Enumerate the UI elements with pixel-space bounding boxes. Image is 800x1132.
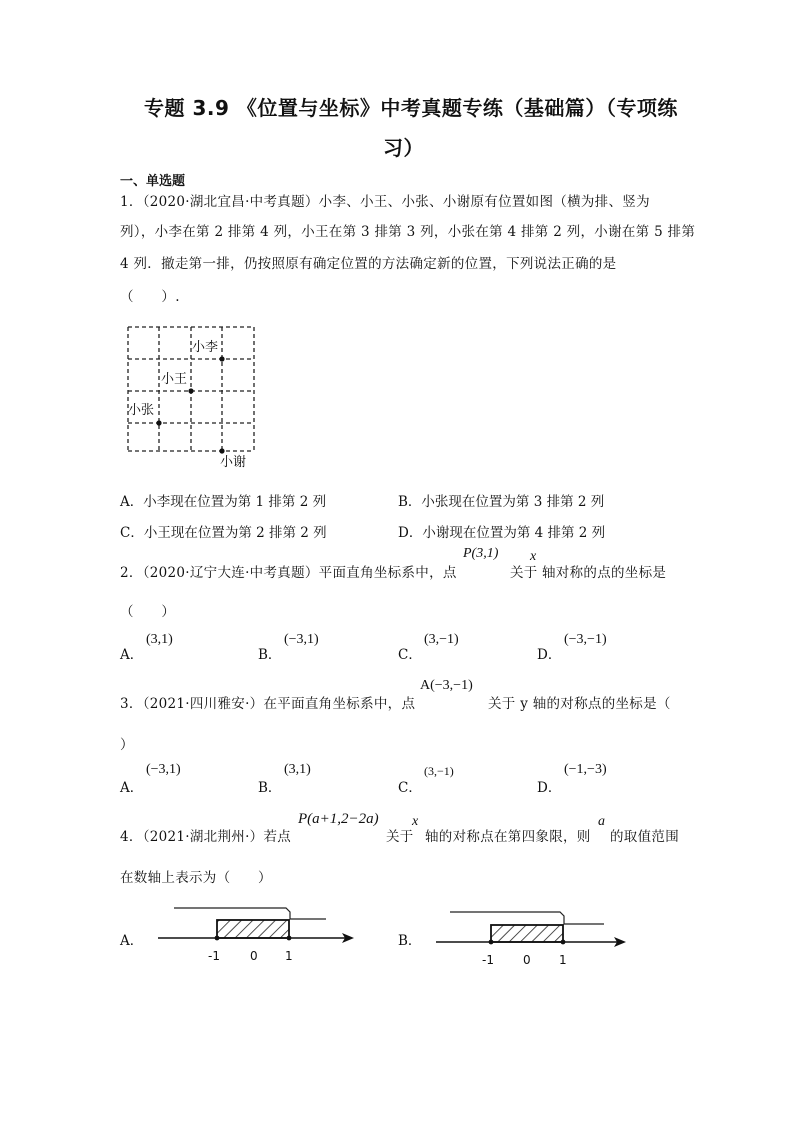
- q3-option-b-value[interactable]: (3,1): [284, 762, 311, 777]
- label-xiaoxie: 小谢: [220, 455, 247, 470]
- q1-option-a[interactable]: A．小李现在位置为第 1 排第 2 列: [120, 494, 327, 510]
- q4a-tick-1: 1: [285, 949, 293, 963]
- q1-option-c[interactable]: C．小王现在位置为第 2 排第 2 列: [120, 525, 327, 541]
- q3-text-after: 关于 y 轴的对称点的坐标是（: [488, 696, 671, 712]
- q4a-point-left: [215, 936, 220, 941]
- q2-text-mid: 关于: [510, 565, 538, 581]
- q4-text-after1: 轴的对称点在第四象限，则: [425, 829, 591, 845]
- xiaozhang-point: [156, 420, 161, 425]
- q4-var: a: [598, 814, 605, 829]
- q4b-tick-neg1: -1: [482, 953, 494, 967]
- q1-option-b[interactable]: B．小张现在位置为第 3 排第 2 列: [398, 494, 605, 510]
- q4a-tick-neg1: -1: [208, 949, 220, 963]
- q2-option-b-value[interactable]: (−3,1): [284, 632, 319, 647]
- q4-text-after2: 的取值范围: [610, 829, 679, 845]
- q1-option-d[interactable]: D．小谢现在位置为第 4 排第 2 列: [398, 525, 606, 541]
- q2-text-before: 2．（2020·辽宁大连·中考真题）平面直角坐标系中，点: [120, 565, 457, 581]
- q1-line2: 列），小李在第 2 排第 4 列，小王在第 3 排第 3 列，小张在第 4 排第 2 列，小谢在第 5 排第: [120, 224, 696, 240]
- q3-text-before: 3．（2021·四川雅安·）在平面直角坐标系中，点: [120, 696, 416, 712]
- q3-point: A(−3,−1): [420, 678, 473, 693]
- page-title-line1: 专题 3.9 《位置与坐标》中考真题专练（基础篇）（专项练: [144, 96, 678, 120]
- q4-option-b-number-line[interactable]: [428, 898, 638, 970]
- q2-text-after: 轴对称的点的坐标是: [542, 565, 667, 581]
- q2-option-c-letter[interactable]: C．: [398, 647, 422, 663]
- label-xiaozhang: 小张: [128, 403, 155, 418]
- q2-option-a-letter[interactable]: A．: [120, 647, 144, 663]
- q4-text-before: 4．（2021·湖北荆州·）若点: [120, 829, 292, 845]
- q4-option-a-number-line[interactable]: [150, 898, 360, 970]
- q1-line1: 1．（2020·湖北宜昌·中考真题）小李、小王、小张、小谢原有位置如图（横为排、竖为: [120, 194, 650, 210]
- q3-option-c-letter[interactable]: C．: [398, 780, 422, 796]
- q4a-top-bracket: [174, 908, 326, 919]
- xiaowang-point: [188, 388, 193, 393]
- q1-line3: 4 列．撤走第一排，仍按照原有确定位置的方法确定新的位置，下列说法正确的是: [120, 256, 617, 272]
- xiaoxie-point: [219, 448, 224, 453]
- q4a-hatched-region: [217, 920, 289, 938]
- q2-option-d-value[interactable]: (−3,−1): [564, 632, 607, 647]
- q3-option-a-value[interactable]: (−3,1): [146, 762, 181, 777]
- q3-line2: ）: [120, 737, 134, 753]
- q4b-top-bracket: [450, 912, 604, 924]
- xiaoli-point: [219, 356, 224, 361]
- q4b-point-right: [561, 940, 566, 945]
- q4b-tick-1: 1: [559, 953, 567, 967]
- q2-option-b-letter[interactable]: B．: [258, 647, 282, 663]
- q2-option-a-value[interactable]: (3,1): [146, 632, 173, 647]
- q1-line4: （ ）.: [120, 289, 180, 305]
- q4a-point-right: [287, 936, 292, 941]
- q4-axis: x: [412, 814, 419, 829]
- q4-option-a-letter[interactable]: A．: [120, 933, 144, 949]
- q4b-point-left: [489, 940, 494, 945]
- section-heading: 一、单选题: [120, 174, 186, 189]
- q4-point: P(a+1,2−2a): [298, 811, 379, 827]
- q2-paren: （ ）: [120, 604, 176, 620]
- label-xiaowang: 小王: [161, 372, 188, 387]
- q1-seat-grid-figure: [120, 320, 270, 475]
- q2-option-d-letter[interactable]: D．: [537, 647, 562, 663]
- q2-axis: x: [530, 549, 537, 564]
- q2-option-c-value[interactable]: (3,−1): [424, 632, 459, 647]
- q3-option-b-letter[interactable]: B．: [258, 780, 282, 796]
- q3-option-d-letter[interactable]: D．: [537, 780, 562, 796]
- q4-option-b-letter[interactable]: B．: [398, 933, 422, 949]
- page-title-line2: 习）: [383, 136, 424, 160]
- label-xiaoli: 小李: [192, 340, 219, 355]
- q4a-tick-0: 0: [250, 949, 258, 963]
- q4-line2: 在数轴上表示为（ ）: [120, 870, 272, 886]
- q4b-hatched-region: [491, 925, 563, 942]
- q3-option-a-letter[interactable]: A．: [120, 780, 144, 796]
- q4-text-mid: 关于: [386, 829, 414, 845]
- q3-option-c-value[interactable]: (3,−1): [424, 764, 454, 778]
- q3-option-d-value[interactable]: (−1,−3): [564, 762, 607, 777]
- q2-point: P(3,1): [463, 546, 499, 561]
- q4b-tick-0: 0: [523, 953, 531, 967]
